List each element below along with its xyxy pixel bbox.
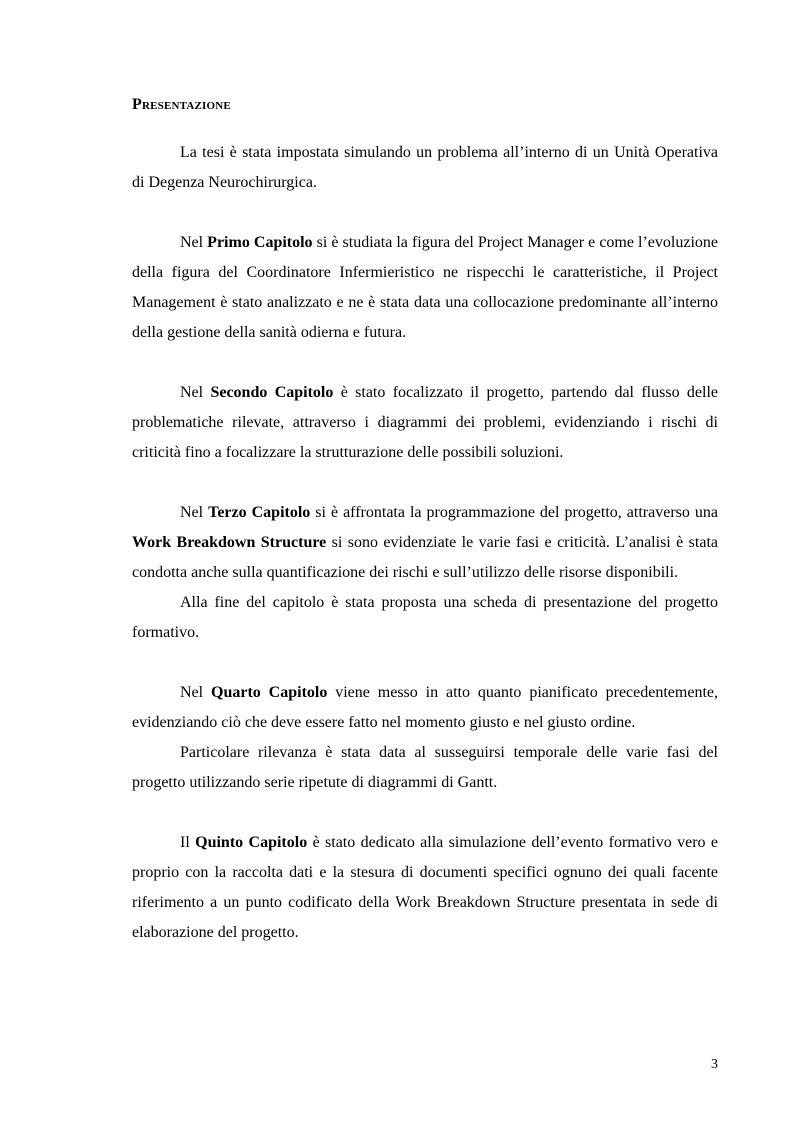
paragraph-text: si è studiata la figura del Project Manager e come l’evoluzione della figura del Coordinatore Infermieristico ne rispecchi le caratteristiche, il Project Management è stato analizzato e ne è stata data una collocazione predominante all’interno della gestione della sanità odierna e futura. bbox=[132, 234, 718, 341]
paragraph-text: è stato focalizzato il progetto, partendo dal flusso delle problematiche rilevate, attraverso i diagrammi dei problemi, evidenziando i rischi di criticità fino a focalizzare la strutturazione delle possibili soluzioni. bbox=[132, 384, 719, 461]
page-number: 3 bbox=[711, 1057, 718, 1072]
paragraph-intro bbox=[132, 138, 718, 198]
chapter-title-bold: Terzo Capitolo bbox=[208, 504, 311, 521]
paragraph-text: Nel bbox=[180, 384, 211, 401]
paragraph-text: Particolare rilevanza è stata data al susseguirsi temporale delle varie fasi del progetto utilizzando serie ripetute di diagrammi di Gantt. bbox=[132, 744, 718, 791]
paragraph-text: è stato dedicato alla simulazione dell’evento formativo vero e proprio con la raccolta dati e la stesura di documenti specifici ognuno dei quali facente riferimento a un punto codificato della Work Breakdown Structure presentata in sede di elaborazione del progetto. bbox=[132, 834, 719, 941]
chapter-title-bold: Secondo Capitolo bbox=[210, 384, 334, 401]
paragraph-secondo-capitolo bbox=[132, 378, 718, 468]
chapter-title-bold: Quinto Capitolo bbox=[195, 834, 308, 851]
paragraph-text: Il bbox=[180, 834, 196, 851]
paragraph-terzo-capitolo bbox=[132, 498, 718, 588]
paragraph-text: Alla fine del capitolo è stata proposta una scheda di presentazione del progetto formativo. bbox=[132, 594, 718, 641]
term-bold: Work Breakdown Structure bbox=[132, 534, 327, 551]
paragraph-text: viene messo in atto quanto pianificato precedentemente, evidenziando ciò che deve essere fatto nel momento giusto e nel giusto ordine. bbox=[132, 684, 718, 731]
paragraph-quarto-capitolo bbox=[132, 678, 718, 738]
paragraph-text: si sono evidenziate le varie fasi e criticità. L’analisi è stata condotta anche sulla quantificazione dei rischi e sull’utilizzo delle risorse disponibili. bbox=[132, 534, 719, 581]
paragraph-text: Nel bbox=[180, 234, 208, 251]
paragraph-text: Nel bbox=[180, 684, 211, 701]
paragraph-quarto-capitolo-continued bbox=[132, 738, 718, 798]
chapter-title-bold: Primo Capitolo bbox=[207, 234, 313, 251]
section-heading: Presentazione bbox=[132, 96, 231, 113]
paragraph-primo-capitolo bbox=[132, 228, 718, 348]
paragraph-text: Nel bbox=[180, 504, 209, 521]
chapter-title-bold: Quarto Capitolo bbox=[211, 684, 328, 701]
paragraph-text: La tesi è stata impostata simulando un problema all’interno di un Unità Operativa di Degenza Neurochirurgica. bbox=[132, 144, 718, 191]
paragraph-quinto-capitolo bbox=[132, 828, 718, 948]
page-content bbox=[132, 94, 718, 948]
paragraph-terzo-capitolo-continued bbox=[132, 588, 718, 648]
paragraph-text: si è affrontata la programmazione del progetto, attraverso una bbox=[310, 504, 718, 521]
